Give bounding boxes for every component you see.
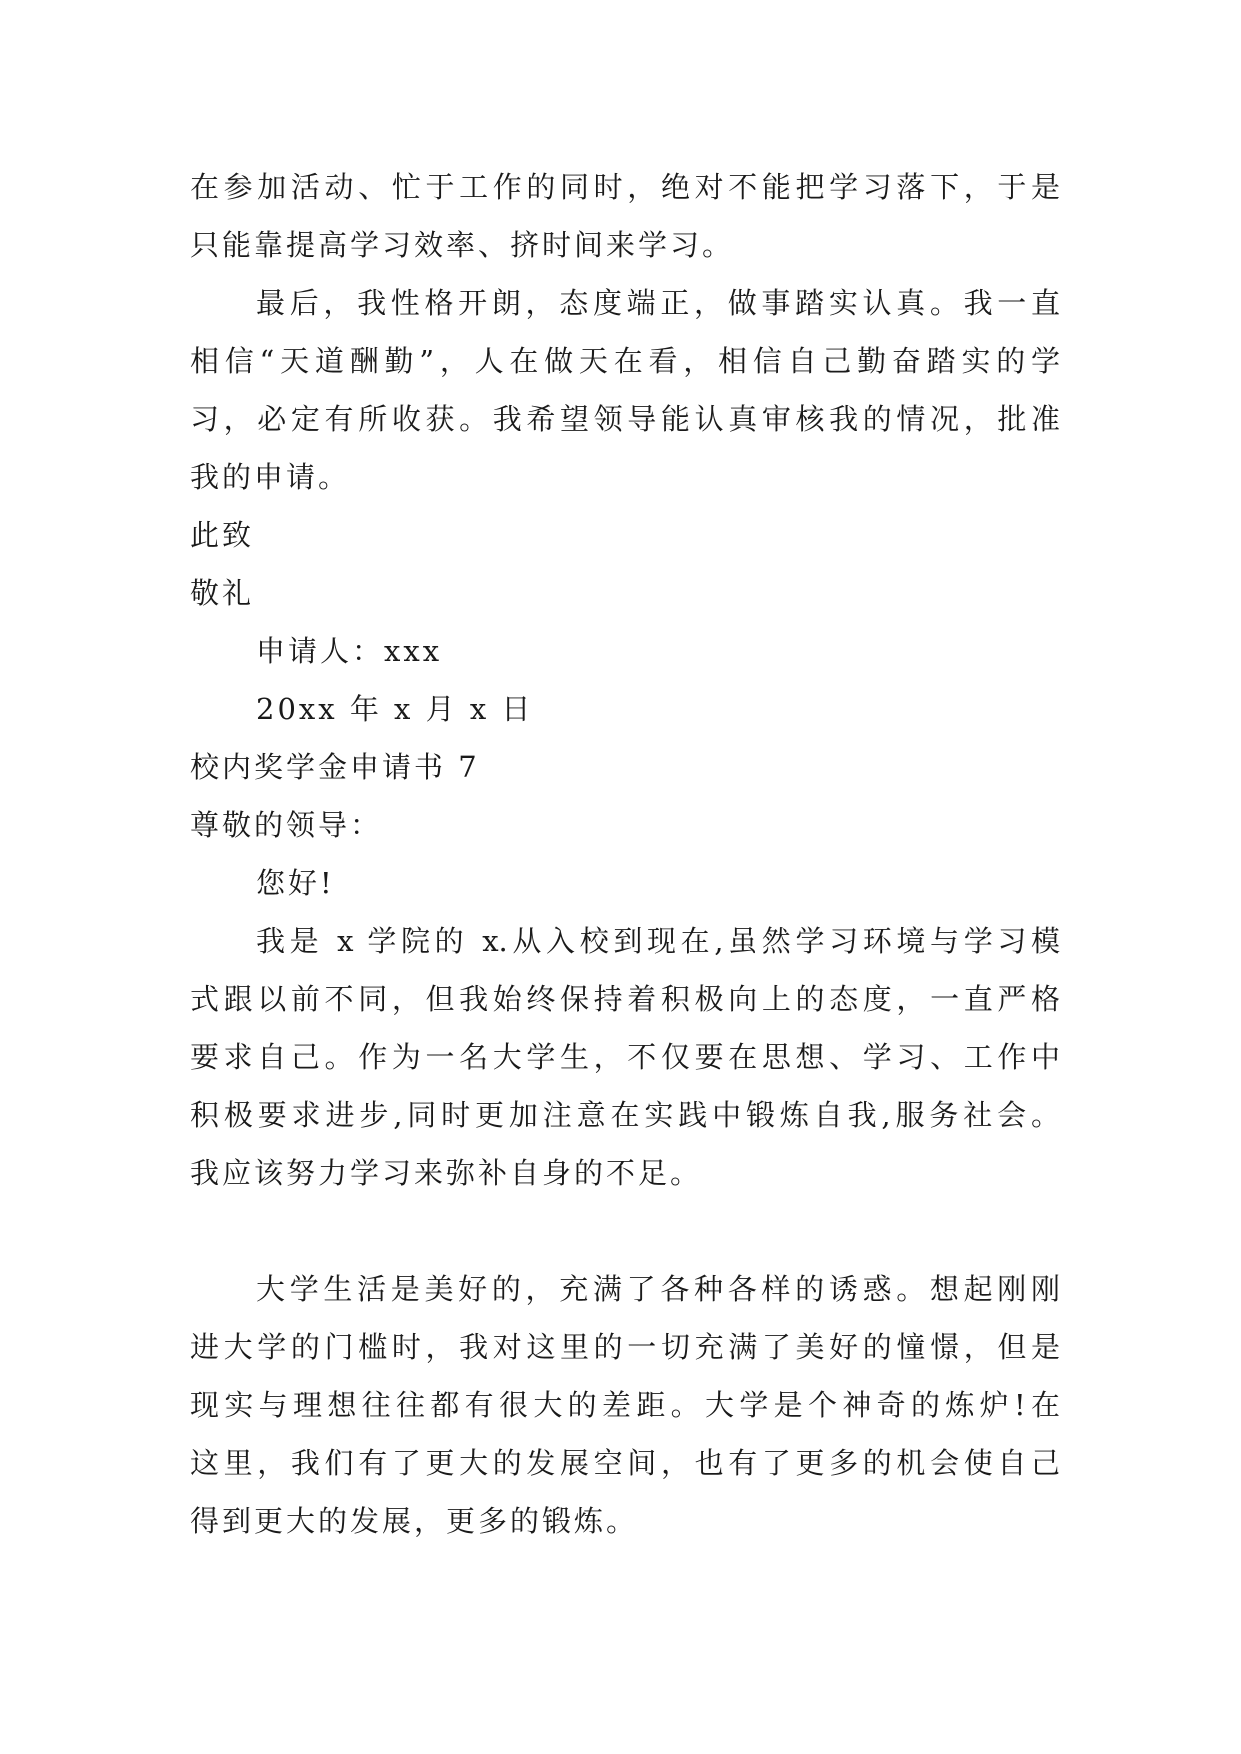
document-page	[190, 158, 1060, 1550]
text-line: 进大学的门槛时，我对这里的一切充满了美好的憧憬，但是	[190, 1330, 1060, 1364]
closing-cizhi: 此致	[190, 518, 255, 552]
text-line: 我应该努力学习来弥补自身的不足。	[190, 1156, 703, 1190]
application-date: 20xx 年 x 月 x 日	[256, 692, 534, 726]
text-line: 在参加活动、忙于工作的同时，绝对不能把学习落下，于是	[190, 170, 1060, 204]
text-line: 最后，我性格开朗，态度端正，做事踏实认真。我一直	[256, 286, 1060, 320]
text-line: 要求自己。作为一名大学生，不仅要在思想、学习、工作中	[190, 1040, 1060, 1074]
text-line: 大学生活是美好的，充满了各种各样的诱惑。想起刚刚	[256, 1272, 1060, 1306]
text-line: 只能靠提高学习效率、挤时间来学习。	[190, 228, 735, 262]
paragraph-gap	[190, 1202, 1060, 1260]
applicant-signature: 申请人：xxx	[256, 634, 443, 668]
text-line: 这里，我们有了更大的发展空间，也有了更多的机会使自己	[190, 1446, 1060, 1480]
text-line: 我是 x 学院的 x.从入校到现在,虽然学习环境与学习模	[256, 924, 1060, 958]
letter-title: 校内奖学金申请书 7	[190, 750, 480, 784]
text-line: 得到更大的发展，更多的锻炼。	[190, 1504, 639, 1538]
greeting: 您好!	[256, 866, 335, 900]
text-line: 我的申请。	[190, 460, 351, 494]
text-line: 积极要求进步,同时更加注意在实践中锻炼自我,服务社会。	[190, 1098, 1060, 1132]
closing-jingli: 敬礼	[190, 576, 255, 610]
salutation: 尊敬的领导：	[190, 808, 383, 842]
text-line: 现实与理想往往都有很大的差距。大学是个神奇的炼炉!在	[190, 1388, 1060, 1422]
text-line: 式跟以前不同，但我始终保持着积极向上的态度，一直严格	[190, 982, 1060, 1016]
text-line: 相信“天道酬勤”，人在做天在看，相信自己勤奋踏实的学	[190, 344, 1060, 378]
text-line: 习，必定有所收获。我希望领导能认真审核我的情况，批准	[190, 402, 1060, 436]
